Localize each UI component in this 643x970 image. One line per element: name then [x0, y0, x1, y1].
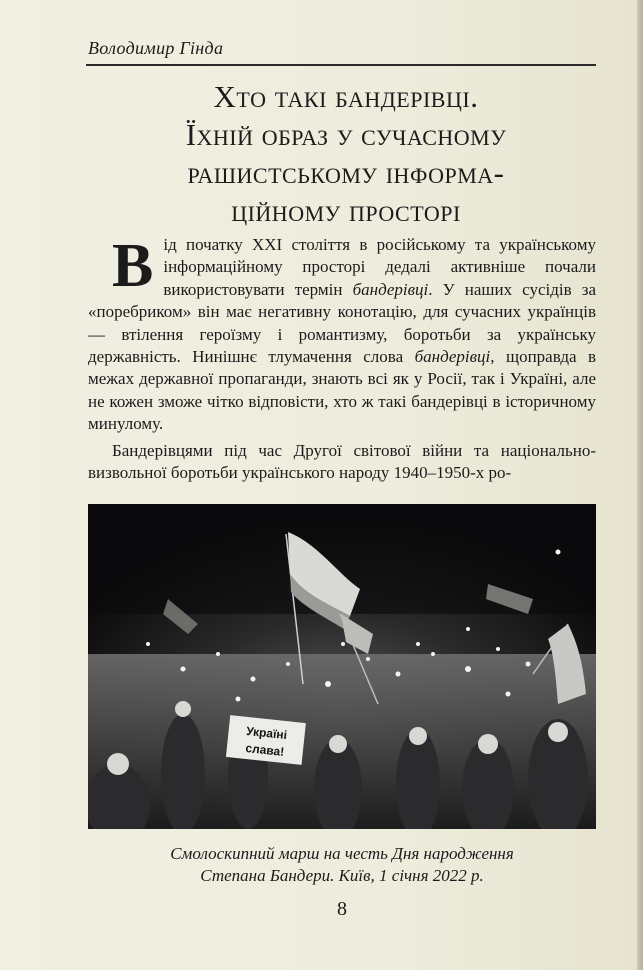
chapter-title	[96, 78, 596, 230]
text-run: ід початку XXI століття в російському та українському інформаційному просторі дедалі активніше почали використовувати термін	[163, 235, 596, 299]
page-number: 8	[337, 898, 347, 920]
italic-term: бандерівці	[352, 279, 429, 299]
title-line: Хто такі бандерівці.	[213, 79, 479, 114]
page-edge	[637, 0, 643, 970]
paragraph-1	[88, 234, 596, 436]
body-text	[88, 234, 596, 501]
title-line: Їхній образ у сучасному	[185, 117, 507, 152]
text-run: , щоправда в межах державної пропаганди, знають всі як у Росії, так і Україні, але не кожен зможе чітко відповісти, хто ж такі бандерівці в історичному минулому.	[88, 347, 596, 434]
march-photo	[88, 504, 596, 829]
drop-cap: В	[112, 232, 154, 300]
caption-line: Смолоскипний марш на честь Дня народження	[170, 844, 514, 863]
paragraph-2: Бандерівцями під час Другої світової війни та національно-визвольної боротьби українського народу 1940–1950-х ро-	[88, 440, 596, 483]
title-line: рашистському інформа-	[187, 155, 505, 190]
photo-illustration	[88, 504, 596, 829]
photo-caption	[88, 843, 596, 887]
title-line: ційному просторі	[231, 193, 461, 228]
banner-text: Україні	[245, 723, 288, 743]
italic-term: бандерівці	[414, 347, 491, 367]
header-rule	[86, 64, 596, 66]
running-head-author: Володимир Гінда	[88, 38, 224, 58]
text-run: . У наших сусідів за «поребриком» він має негативну конотацію, для сучасних українців — втілення героїзму і романтизму, боротьби за українську державність. Нинішнє тлумачення слова	[88, 279, 596, 367]
banner-text: слава!	[244, 740, 285, 759]
caption-line: Степана Бандери. Київ, 1 січня 2022 р.	[200, 866, 484, 885]
